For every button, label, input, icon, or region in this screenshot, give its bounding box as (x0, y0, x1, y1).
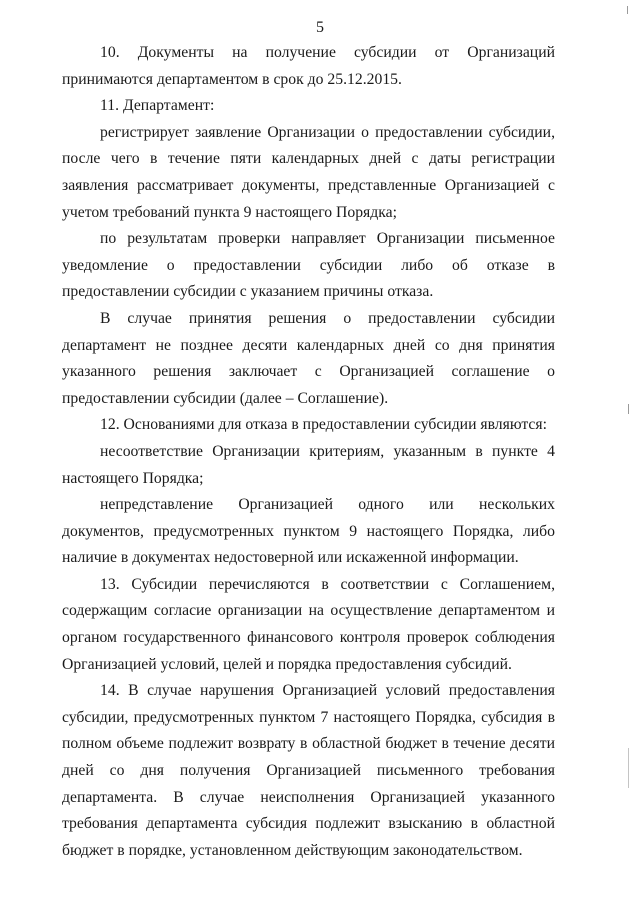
paragraph-12-heading: 12. Основаниями для отказа в предоставлении субсидии являются: (100, 416, 547, 434)
paragraph-11-notification: по результатам проверки направляет Организации письменное уведомление о предоставлении субсидии либо об отказе в предоставлении субсидии с указанием причины отказа. (62, 230, 555, 301)
scan-artifact-top (627, 6, 628, 14)
paragraph-14: 14. В случае нарушения Организацией условий предоставления субсидии, предусмотренных пунктом 7 настоящего Порядка, субсидия в полном объеме подлежит возврату в областной бюджет в течение десяти дней со дня получения Организацией письменного требования департамента. В случае неисполнения Организацией указанного требования департамента субсидия подлежит взысканию в областной бюджет в порядке, установленном действующим законодательством. (62, 682, 555, 859)
paragraph-12-criteria: несоответствие Организации критериям, указанным в пункте 4 настоящего Порядка; (62, 442, 555, 487)
document-body (62, 40, 555, 864)
paragraph-11-agreement: В случае принятия решения о предоставлении субсидии департамент не позднее десяти календарных дней со дня принятия указанного решения заключает с Организацией соглашение о предоставлении субсидии (далее – Соглашение). (62, 309, 555, 407)
paragraph-12-documents: непредставление Организацией одного или нескольких документов, предусмотренных пунктом 9 настоящего Порядка, либо наличие в документах недостоверной или искаженной информации. (62, 496, 555, 567)
paragraph-11-registration: регистрирует заявление Организации о предоставлении субсидии, после чего в течение пяти календарных дней с даты регистрации заявления рассматривает документы, представленные Организацией с учетом требований пункта 9 настоящего Порядка; (62, 123, 555, 221)
paragraph-13: 13. Субсидии перечисляются в соответствии с Соглашением, содержащим согласие организации на осуществление департаментом и органом государственного финансового контроля проверок соблюдения Организацией условий, целей и порядка предоставления субсидий. (62, 575, 555, 673)
page-number: 5 (316, 19, 324, 36)
paragraph-10: 10. Документы на получение субсидии от Организаций принимаются департаментом в срок до 25.12.2015. (62, 44, 555, 88)
paragraph-11-heading: 11. Департамент: (100, 97, 215, 115)
scan-artifact-middle (628, 404, 629, 414)
scan-artifact-lower (628, 748, 629, 788)
